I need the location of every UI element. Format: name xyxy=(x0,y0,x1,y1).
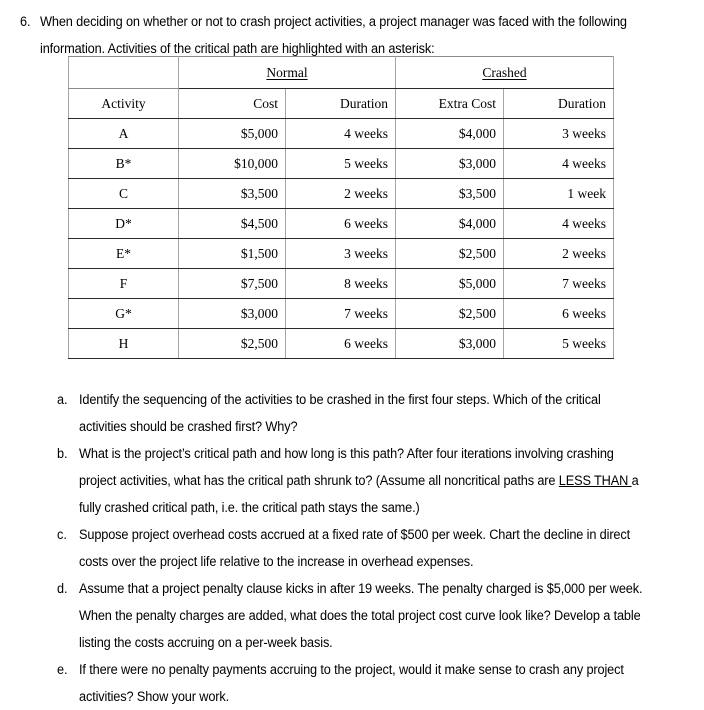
cell-normal-cost: $3,500 xyxy=(179,179,286,209)
sub-question-b-letter: b. xyxy=(57,446,68,461)
question-row xyxy=(20,8,680,62)
question-prompt: When deciding on whether or not to crash project activities, a project manager was faced with the following information. Activities of the critical path are highlighted with an asterisk: xyxy=(40,14,627,56)
table-header xyxy=(69,57,614,119)
cell-activity: H xyxy=(69,329,179,359)
cell-normal-cost: $1,500 xyxy=(179,239,286,269)
table-row xyxy=(69,329,614,359)
table-row xyxy=(69,179,614,209)
cell-extra-cost: $2,500 xyxy=(396,239,504,269)
cell-activity: C xyxy=(69,179,179,209)
sub-question-c xyxy=(57,521,682,575)
sub-question-c-text: Suppose project overhead costs accrued at a fixed rate of $500 per week. Chart the decline in direct costs over the project life relative to the increase in overhead expenses. xyxy=(79,527,631,569)
table-row xyxy=(69,209,614,239)
cell-crashed-duration: 1 week xyxy=(504,179,614,209)
cell-extra-cost: $4,000 xyxy=(396,209,504,239)
sub-question-a-letter: a. xyxy=(57,392,68,407)
cell-extra-cost: $5,000 xyxy=(396,269,504,299)
sub-question-e-letter: e. xyxy=(57,662,68,677)
cell-normal-cost: $4,500 xyxy=(179,209,286,239)
column-header-extra-cost: Extra Cost xyxy=(396,89,504,119)
cell-normal-cost: $3,000 xyxy=(179,299,286,329)
sub-question-b-text xyxy=(79,440,649,521)
cell-extra-cost: $2,500 xyxy=(396,299,504,329)
sub-question-e-text: If there were no penalty payments accruing to the project, would it make sense to crash any project activities? Show your work. xyxy=(79,662,624,704)
column-header-crashed-duration: Duration xyxy=(504,89,614,119)
group-header-normal-label: Normal xyxy=(266,64,308,80)
table-row xyxy=(69,119,614,149)
cell-crashed-duration: 6 weeks xyxy=(504,299,614,329)
table-row xyxy=(69,149,614,179)
cell-crashed-duration: 7 weeks xyxy=(504,269,614,299)
cell-normal-cost: $10,000 xyxy=(179,149,286,179)
cell-activity: F xyxy=(69,269,179,299)
sub-question-c-letter: c. xyxy=(57,527,67,542)
cell-extra-cost: $3,000 xyxy=(396,329,504,359)
cell-normal-duration: 6 weeks xyxy=(286,209,396,239)
sub-question-d-text: Assume that a project penalty clause kicks in after 19 weeks. The penalty charged is $5,000 per week. When the penalty charges are added, what does the total project cost curve look like? Develop a table listing the costs accruing on a per-week basis. xyxy=(79,581,643,650)
group-header-normal xyxy=(179,57,396,89)
crash-cost-table xyxy=(68,56,614,359)
sub-question-b xyxy=(57,440,682,521)
sub-question-list xyxy=(57,386,682,710)
group-header-blank xyxy=(69,57,179,89)
table-row xyxy=(69,269,614,299)
cell-normal-cost: $5,000 xyxy=(179,119,286,149)
cell-normal-cost: $7,500 xyxy=(179,269,286,299)
cell-crashed-duration: 3 weeks xyxy=(504,119,614,149)
table-row xyxy=(69,299,614,329)
table-row xyxy=(69,239,614,269)
question-block xyxy=(20,8,680,62)
cell-normal-duration: 6 weeks xyxy=(286,329,396,359)
cell-normal-cost: $2,500 xyxy=(179,329,286,359)
sub-question-b-text-after: a fully crashed critical path, i.e. the critical path stays the same.) xyxy=(79,473,639,515)
cell-extra-cost: $4,000 xyxy=(396,119,504,149)
cell-normal-duration: 2 weeks xyxy=(286,179,396,209)
sub-question-d xyxy=(57,575,682,656)
cell-activity: G* xyxy=(69,299,179,329)
cell-normal-duration: 5 weeks xyxy=(286,149,396,179)
cell-normal-duration: 4 weeks xyxy=(286,119,396,149)
sub-question-b-text-before: What is the project’s critical path and how long is this path? After four iterations involving crashing project activities, what has the critical path shrunk to? (Assume all noncritical paths are xyxy=(79,446,614,488)
cell-activity: D* xyxy=(69,209,179,239)
cell-crashed-duration: 4 weeks xyxy=(504,149,614,179)
table-body xyxy=(69,119,614,359)
cell-activity: B* xyxy=(69,149,179,179)
table-column-header-row xyxy=(69,89,614,119)
group-header-crashed xyxy=(396,57,614,89)
cell-activity: E* xyxy=(69,239,179,269)
cell-crashed-duration: 5 weeks xyxy=(504,329,614,359)
cell-normal-duration: 7 weeks xyxy=(286,299,396,329)
cell-crashed-duration: 2 weeks xyxy=(504,239,614,269)
cell-crashed-duration: 4 weeks xyxy=(504,209,614,239)
column-header-activity: Activity xyxy=(69,89,179,119)
sub-question-b-underlined: LESS THAN xyxy=(558,473,632,488)
group-header-crashed-label: Crashed xyxy=(482,64,527,80)
cell-normal-duration: 3 weeks xyxy=(286,239,396,269)
cell-normal-duration: 8 weeks xyxy=(286,269,396,299)
cell-extra-cost: $3,000 xyxy=(396,149,504,179)
sub-question-a-text: Identify the sequencing of the activities to be crashed in the first four steps. Which of the critical activities should be crashed first? Why? xyxy=(79,392,601,434)
cell-extra-cost: $3,500 xyxy=(396,179,504,209)
cell-activity: A xyxy=(69,119,179,149)
sub-question-d-letter: d. xyxy=(57,581,68,596)
question-number: 6. xyxy=(20,14,31,29)
table-group-header-row xyxy=(69,57,614,89)
sub-question-a xyxy=(57,386,682,440)
sub-question-e xyxy=(57,656,682,710)
column-header-normal-cost: Cost xyxy=(179,89,286,119)
column-header-normal-duration: Duration xyxy=(286,89,396,119)
